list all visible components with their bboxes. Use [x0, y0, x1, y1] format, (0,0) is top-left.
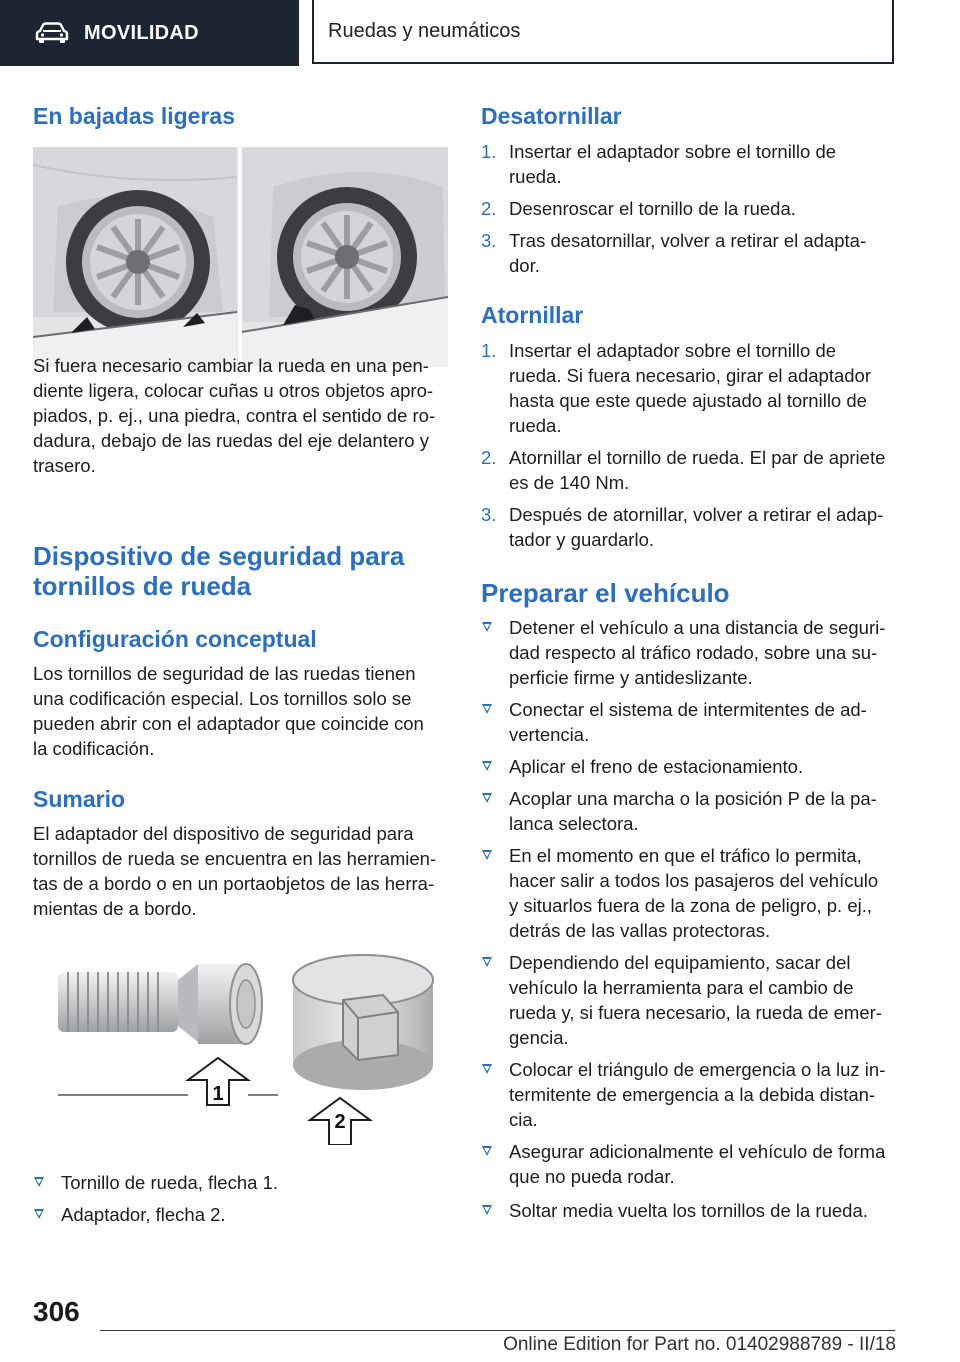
text-line: pueden abrir con el adaptador que coincide con	[33, 713, 424, 734]
text-line: que no pueda rodar.	[509, 1166, 675, 1187]
paragraph-sumario	[33, 821, 436, 921]
text-line: rueda.	[509, 415, 562, 436]
heading-atornillar: Atornillar	[481, 302, 584, 328]
step-number: 1.	[481, 340, 497, 361]
page-header	[0, 0, 960, 66]
step-number: 3.	[481, 504, 497, 525]
triangle-bullet-icon	[482, 1064, 492, 1074]
triangle-bullet-icon	[34, 1209, 44, 1219]
text-line: trasero.	[33, 455, 96, 476]
heading-preparar: Preparar el vehículo	[481, 578, 730, 608]
triangle-bullet-icon	[482, 793, 492, 803]
text-line: hacer salir a todos los pasajeros del vehículo	[509, 870, 879, 891]
text-line: rueda y, si fuera necesario, la rueda de emer‐	[509, 1002, 882, 1023]
footer-divider	[100, 1330, 895, 1331]
text-line: dad respecto al tráfico rodado, sobre una su‐	[509, 642, 878, 663]
text-line: Asegurar adicionalmente el vehículo de forma	[509, 1141, 886, 1162]
chapter-title-box	[312, 0, 894, 64]
text-line: una codificación especial. Los tornillos solo se	[33, 688, 412, 709]
section-title: MOVILIDAD	[84, 21, 199, 44]
triangle-bullet-icon	[482, 761, 492, 771]
section-tab	[0, 0, 299, 66]
text-line: y situarlos fuera de la zona de peligro, p. ej.,	[509, 895, 873, 916]
heading-bajadas: En bajadas ligeras	[33, 103, 235, 129]
text-line: Tras desatornillar, volver a retirar el adapta‐	[509, 230, 867, 251]
text-line: Dependiendo del equipamiento, sacar del	[509, 952, 851, 973]
triangle-bullet-icon	[482, 622, 492, 632]
triangle-bullet-icon	[482, 850, 492, 860]
triangle-bullet-icon	[482, 704, 492, 714]
page-number: 306	[33, 1296, 80, 1327]
text-line: tornillos de rueda se encuentra en las herramien‐	[33, 848, 437, 869]
text-line: Atornillar el tornillo de rueda. El par de apriete	[509, 447, 886, 468]
text-line: Después de atornillar, volver a retirar el adap‐	[509, 504, 884, 525]
text-line: piados, p. ej., una piedra, contra el sentido de ro‐	[33, 405, 436, 426]
text-line: El adaptador del dispositivo de seguridad para	[33, 823, 414, 844]
heading-configuracion: Configuración conceptual	[33, 626, 317, 652]
edition-note: Online Edition for Part no. 01402988789 - II/18	[503, 1334, 896, 1355]
text-line: dadura, debajo de las ruedas del eje delantero y	[33, 430, 429, 451]
text-line: Los tornillos de seguridad de las ruedas tienen	[33, 663, 416, 684]
text-line: Acoplar una marcha o la posición P de la pa‐	[509, 788, 877, 809]
text-line: En el momento en que el tráfico lo permita,	[509, 845, 862, 866]
text-line: rueda. Si fuera necesario, girar el adaptador	[509, 365, 871, 386]
triangle-bullet-icon	[482, 1146, 492, 1156]
triangle-bullet-icon	[34, 1177, 44, 1187]
step-number: 3.	[481, 230, 497, 251]
text-line: termitente de emergencia a la debida distan‐	[509, 1084, 876, 1105]
text-line: es de 140 Nm.	[509, 472, 630, 493]
heading-line: tornillos de rueda	[33, 571, 252, 601]
wheel-chocks-illustration	[33, 147, 448, 367]
text-line: la codificación.	[33, 738, 155, 759]
text-line: mientas de a bordo.	[33, 898, 197, 919]
text-line: Si fuera necesario cambiar la rueda en una pen‐	[33, 355, 429, 376]
text-line: detrás de las vallas protectoras.	[509, 920, 771, 941]
step-number: 2.	[481, 198, 497, 219]
text-line: vehículo la herramienta para el cambio de	[509, 977, 854, 998]
text-line: lanca selectora.	[509, 813, 639, 834]
paragraph-configuracion	[33, 661, 424, 761]
text-line: Aplicar el freno de estacionamiento.	[509, 756, 804, 777]
triangle-bullet-icon	[482, 957, 492, 967]
text-line: gencia.	[509, 1027, 569, 1048]
text-line: vertencia.	[509, 724, 590, 745]
heading-line: Dispositivo de seguridad para	[33, 541, 405, 571]
paragraph-bajadas	[33, 353, 435, 478]
text-line: Conectar el sistema de intermitentes de ad‐	[509, 699, 867, 720]
text-line: Insertar el adaptador sobre el tornillo de	[509, 340, 837, 361]
heading-dispositivo	[33, 541, 404, 601]
heading-sumario: Sumario	[33, 786, 126, 812]
bullet-text: Tornillo de rueda, flecha 1.	[61, 1172, 278, 1193]
figure-label-2: 2	[334, 1111, 346, 1133]
text-line: tador y guardarlo.	[509, 529, 655, 550]
figure-label-1: 1	[212, 1083, 224, 1105]
triangle-bullet-icon	[482, 1205, 492, 1215]
text-line: rueda.	[509, 166, 562, 187]
text-line: Desenroscar el tornillo de la rueda.	[509, 198, 796, 219]
step-number: 2.	[481, 447, 497, 468]
car-icon	[34, 22, 70, 44]
text-line: cia.	[509, 1109, 538, 1130]
text-line: Detener el vehículo a una distancia de seguri‐	[509, 617, 886, 638]
text-line: Insertar el adaptador sobre el tornillo de	[509, 141, 837, 162]
text-line: dor.	[509, 255, 540, 276]
bullet-text: Adaptador, flecha 2.	[61, 1204, 226, 1225]
step-number: 1.	[481, 141, 497, 162]
text-line: hasta que este quede ajustado al tornillo de	[509, 390, 867, 411]
text-line: perficie firme y antideslizante.	[509, 667, 753, 688]
bolt-adapter-illustration	[33, 950, 448, 1145]
heading-desatornillar: Desatornillar	[481, 103, 622, 129]
text-line: Soltar media vuelta los tornillos de la rueda.	[509, 1200, 868, 1221]
text-line: tas de a bordo o en un portaobjetos de las herra‐	[33, 873, 435, 894]
text-line: diente ligera, colocar cuñas u otros objetos apro‐	[33, 380, 434, 401]
chapter-title: Ruedas y neumáticos	[328, 19, 521, 42]
text-line: Colocar el triángulo de emergencia o la luz in‐	[509, 1059, 886, 1080]
